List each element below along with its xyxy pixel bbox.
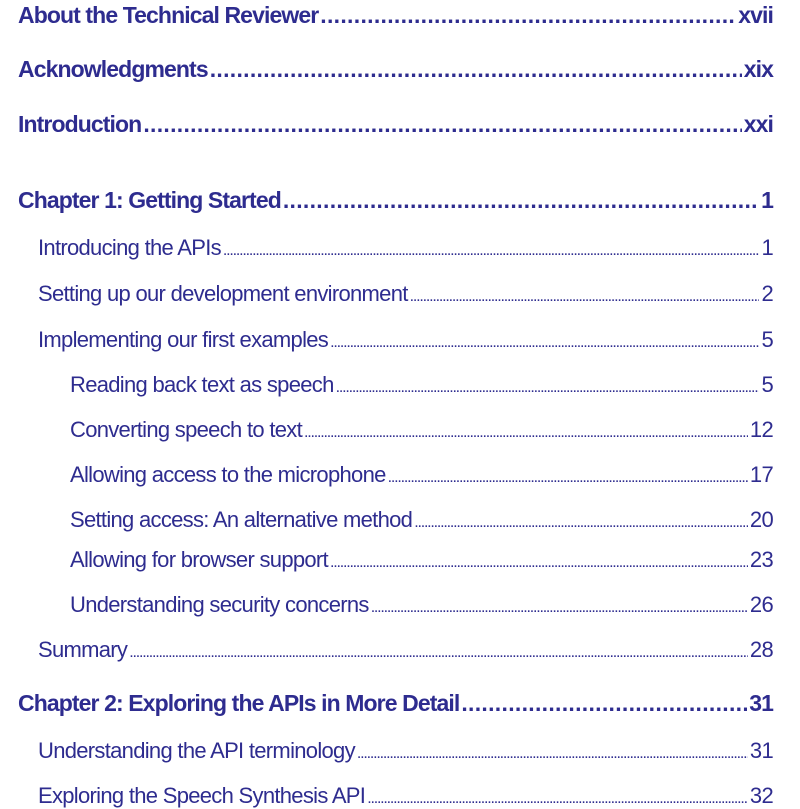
toc-entry-title: Implementing our first examples bbox=[38, 327, 329, 352]
toc-entry-page: 12 bbox=[749, 417, 773, 442]
dot-leader bbox=[210, 56, 742, 83]
toc-entry-page: 2 bbox=[761, 281, 773, 306]
toc-entry-page: 1 bbox=[761, 187, 773, 213]
toc-entry-title: Setting access: An alternative method bbox=[70, 507, 413, 532]
toc-entry-page: 5 bbox=[761, 327, 773, 352]
toc-entry-title: Converting speech to text bbox=[70, 417, 302, 442]
toc-entry-alternative-method[interactable] bbox=[70, 507, 773, 533]
toc-entry-title: Chapter 2: Exploring the APIs in More Detail bbox=[18, 690, 460, 716]
toc-entry-title: About the Technical Reviewer bbox=[18, 2, 319, 28]
dot-leader bbox=[143, 111, 741, 138]
toc-entry-page: 5 bbox=[761, 372, 773, 397]
toc-entry-browser-support[interactable] bbox=[70, 547, 773, 573]
toc-entry-title: Setting up our development environment bbox=[38, 281, 408, 306]
toc-entry-about-technical-reviewer[interactable] bbox=[18, 2, 773, 29]
toc-entry-summary[interactable] bbox=[38, 637, 773, 663]
toc-entry-first-examples[interactable] bbox=[38, 327, 773, 353]
dot-leader bbox=[367, 783, 748, 809]
toc-entry-page: 23 bbox=[749, 547, 773, 572]
dot-leader bbox=[223, 235, 760, 261]
dot-leader bbox=[304, 417, 748, 443]
dot-leader bbox=[371, 592, 748, 618]
dot-leader bbox=[283, 187, 759, 214]
toc-entry-title: Chapter 1: Getting Started bbox=[18, 187, 281, 213]
toc-entry-title: Exploring the Speech Synthesis API bbox=[38, 783, 366, 808]
toc-entry-title: Reading back text as speech bbox=[70, 372, 334, 397]
dot-leader bbox=[357, 738, 748, 764]
toc-entry-reading-back-text[interactable] bbox=[70, 372, 773, 398]
toc-entry-title: Allowing for browser support bbox=[70, 547, 328, 572]
toc-entry-development-environment[interactable] bbox=[38, 281, 773, 307]
toc-entry-page: 31 bbox=[749, 690, 773, 716]
toc-entry-page: 31 bbox=[749, 738, 773, 763]
toc-entry-title: Acknowledgments bbox=[18, 56, 208, 82]
dot-leader bbox=[388, 462, 748, 488]
toc-entry-title: Introducing the APIs bbox=[38, 235, 221, 260]
dot-leader bbox=[414, 507, 748, 533]
toc-entry-speech-synthesis-api[interactable] bbox=[38, 783, 773, 809]
toc-entry-page: 28 bbox=[749, 637, 773, 662]
dot-leader bbox=[330, 327, 759, 353]
toc-entry-title: Introduction bbox=[18, 111, 142, 137]
toc-entry-api-terminology[interactable] bbox=[38, 738, 773, 764]
toc-entry-introduction[interactable] bbox=[18, 111, 773, 138]
toc-entry-title: Understanding security concerns bbox=[70, 592, 369, 617]
toc-entry-page: 26 bbox=[749, 592, 773, 617]
toc-entry-page: xxi bbox=[743, 111, 773, 137]
toc-entry-chapter-2[interactable] bbox=[18, 690, 773, 717]
toc-entry-page: xvii bbox=[738, 2, 773, 28]
toc-entry-title: Understanding the API terminology bbox=[38, 738, 355, 763]
dot-leader bbox=[461, 690, 747, 717]
toc-entry-page: xix bbox=[743, 56, 773, 82]
toc-entry-page: 17 bbox=[749, 462, 773, 487]
dot-leader bbox=[320, 2, 736, 29]
dot-leader bbox=[330, 547, 748, 573]
toc-entry-page: 20 bbox=[749, 507, 773, 532]
toc-entry-security-concerns[interactable] bbox=[70, 592, 773, 618]
dot-leader bbox=[410, 281, 760, 307]
toc-entry-page: 1 bbox=[761, 235, 773, 260]
toc-entry-introducing-apis[interactable] bbox=[38, 235, 773, 261]
toc-entry-page: 32 bbox=[749, 783, 773, 808]
toc-entry-title: Summary bbox=[38, 637, 128, 662]
toc-entry-chapter-1[interactable] bbox=[18, 187, 773, 214]
dot-leader bbox=[129, 637, 748, 663]
toc-entry-microphone-access[interactable] bbox=[70, 462, 773, 488]
toc-entry-title: Allowing access to the microphone bbox=[70, 462, 386, 487]
dot-leader bbox=[336, 372, 760, 398]
toc-entry-converting-speech[interactable] bbox=[70, 417, 773, 443]
toc-entry-acknowledgments[interactable] bbox=[18, 56, 773, 83]
